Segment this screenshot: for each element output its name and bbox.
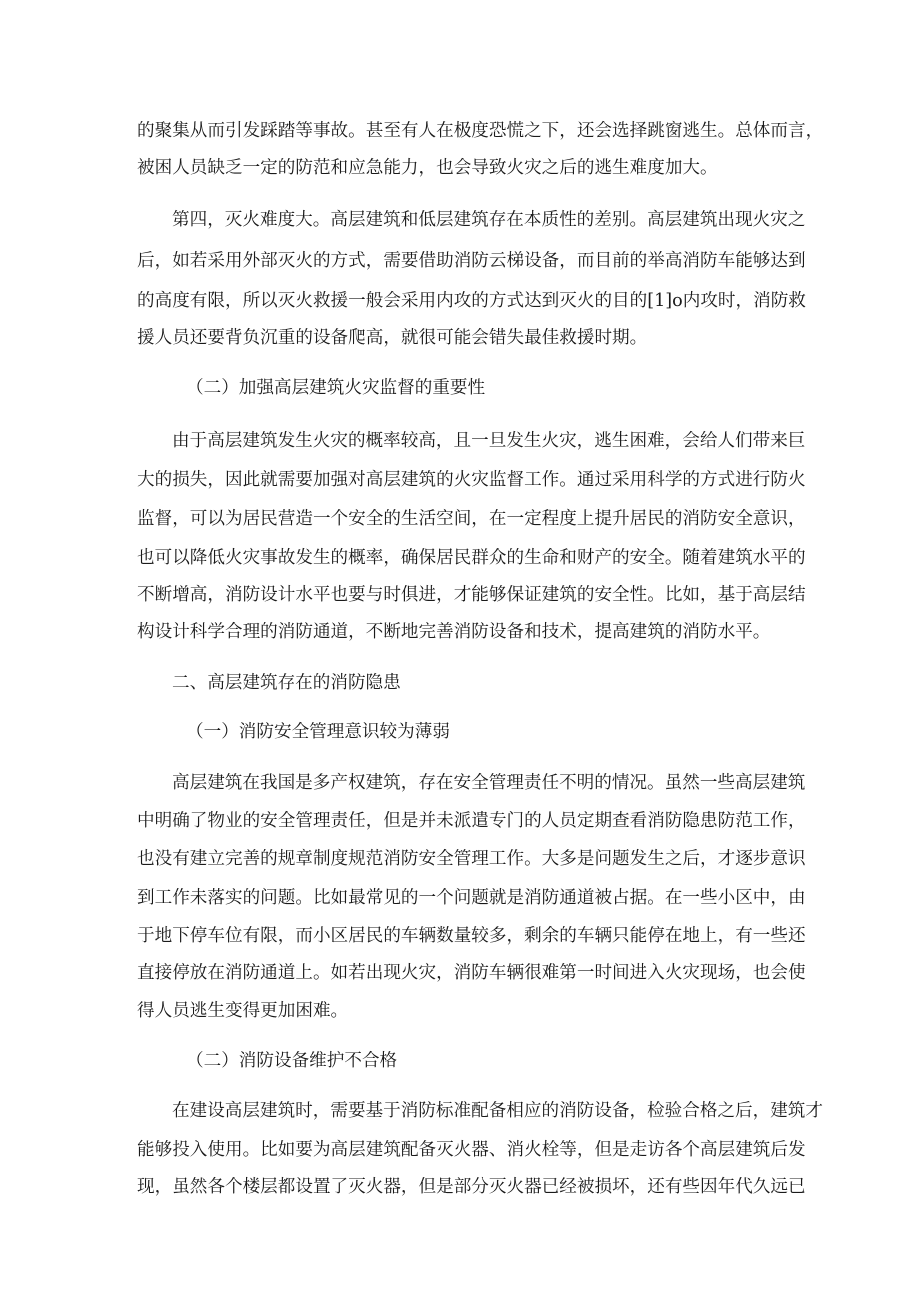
body-line: 也没有建立完善的规章制度规范消防安全管理工作。大多是问题发生之后，才逐步意识 xyxy=(137,849,806,869)
body-line: 的高度有限，所以灭火救援一般会采用内攻的方式达到灭火的目的[1]o内攻时，消防救 xyxy=(137,291,806,311)
body-line: 被困人员缺乏一定的防范和应急能力，也会导致火灾之后的逃生难度加大。 xyxy=(137,158,718,178)
body-line: 不断增高，消防设计水平也要与时俱进，才能够保证建筑的安全性。比如，基于高层结 xyxy=(137,585,806,605)
paragraph-first-line: 在建设高层建筑时，需要基于消防标准配备相应的消防设备，检验合格之后，建筑才 xyxy=(172,1101,823,1121)
body-line: 构设计科学合理的消防通道，不断地完善消防设备和技术，提高建筑的消防水平。 xyxy=(137,622,771,642)
body-line: 得人员逃生变得更加困难。 xyxy=(137,1001,349,1021)
section-subheading: （一）消防安全管理意识较为薄弱 xyxy=(186,722,450,742)
body-line: 中明确了物业的安全管理责任，但是并未派遣专门的人员定期查看消防隐患防范工作， xyxy=(137,811,806,831)
body-line: 的聚集从而引发踩踏等事故。甚至有人在极度恐慌之下，还会选择跳窗逃生。总体而言， xyxy=(137,121,824,141)
body-line: 到工作未落实的问题。比如最常见的一个问题就是消防通道被占据。在一些小区中，由 xyxy=(137,888,806,908)
body-line: 也可以降低火灾事故发生的概率，确保居民群众的生命和财产的安全。随着建筑水平的 xyxy=(137,548,806,568)
body-line: 监督，可以为居民营造一个安全的生活空间，在一定程度上提升居民的消防安全意识， xyxy=(137,509,806,529)
section-subheading: （二）加强高层建筑火灾监督的重要性 xyxy=(186,378,486,398)
section-subheading: （二）消防设备维护不合格 xyxy=(186,1051,398,1071)
body-line: 后，如若采用外部灭火的方式，需要借助消防云梯设备，而目前的举高消防车能够达到 xyxy=(137,251,806,271)
paragraph-first-line: 由于高层建筑发生火灾的概率较高，且一旦发生火灾，逃生困难，会给人们带来巨 xyxy=(172,431,806,451)
body-line: 大的损失，因此就需要加强对高层建筑的火灾监督工作。通过采用科学的方式进行防火 xyxy=(137,470,806,490)
body-line: 直接停放在消防通道上。如若出现火灾，消防车辆很难第一时间进入火灾现场，也会使 xyxy=(137,963,806,983)
paragraph-first-line: 第四，灭火难度大。高层建筑和低层建筑存在本质性的差别。高层建筑出现火灾之 xyxy=(172,210,806,230)
paragraph-first-line: 高层建筑在我国是多产权建筑，存在安全管理责任不明的情况。虽然一些高层建筑 xyxy=(172,773,806,793)
body-line: 援人员还要背负沉重的设备爬高，就很可能会错失最佳救援时期。 xyxy=(137,328,648,348)
body-line: 能够投入使用。比如要为高层建筑配备灭火器、消火栓等，但是走访各个高层建筑后发 xyxy=(137,1140,806,1160)
body-line: 现，虽然各个楼层都设置了灭火器，但是部分灭火器已经被损坏，还有些因年代久远已 xyxy=(137,1177,806,1197)
section-heading: 二、高层建筑存在的消防隐患 xyxy=(172,673,401,693)
body-line: 于地下停车位有限，而小区居民的车辆数量较多，剩余的车辆只能停在地上，有一些还 xyxy=(137,926,806,946)
